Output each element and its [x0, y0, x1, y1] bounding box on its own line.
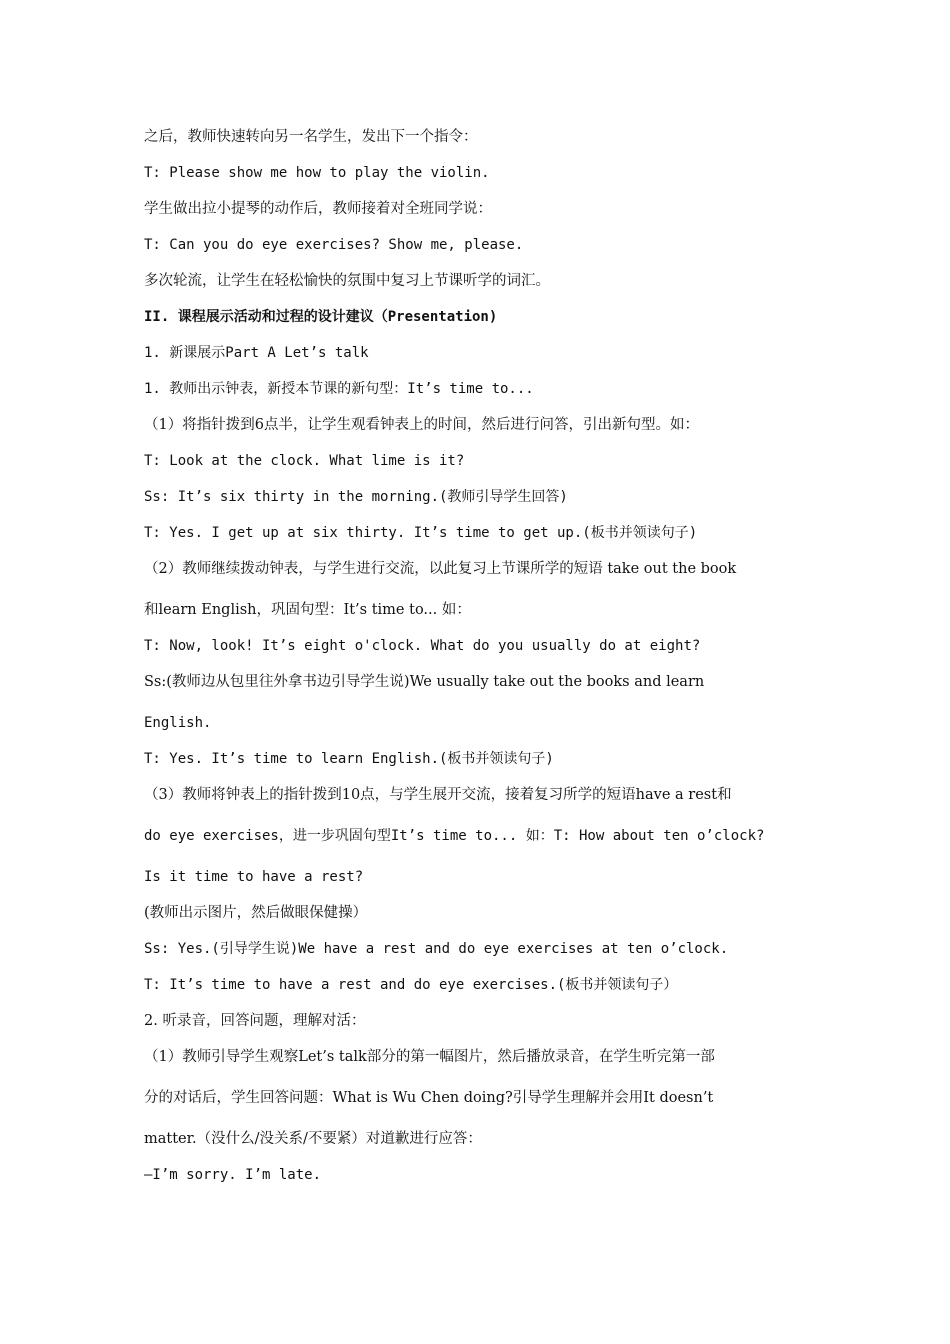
paragraph-line: T: Now, look! It’s eight o'clock. What do you usually do at eight?: [144, 638, 701, 654]
paragraph-line: 1. 新课展示Part A Let’s talk: [144, 345, 369, 361]
paragraph-line: （2）教师继续拨动钟表，与学生进行交流，以此复习上节课所学的短语 take out the book: [144, 561, 737, 577]
paragraph-line: T: Yes. It’s time to learn English.(板书并领读句子): [144, 751, 554, 767]
paragraph-line: Ss: It’s six thirty in the morning.(教师引导学生回答): [144, 489, 568, 505]
paragraph-line: （3）教师将钟表上的指针拨到10点，与学生展开交流，接着复习所学的短语have a rest和: [144, 787, 732, 803]
paragraph-line: English.: [144, 715, 212, 731]
paragraph-line: Is it time to have a rest?: [144, 869, 364, 885]
paragraph-line: do eye exercises，进一步巩固句型It’s time to... 如：T: How about ten o’clock?: [144, 828, 765, 844]
paragraph-line: （1）教师引导学生观察Let’s talk部分的第一幅图片，然后播放录音，在学生听完第一部: [144, 1049, 715, 1065]
paragraph-line: 2. 听录音，回答问题，理解对活：: [144, 1013, 366, 1029]
paragraph-line: 1. 教师出示钟表，新授本节课的新句型：It’s time to...: [144, 381, 534, 397]
paragraph-line: 之后，教师快速转向另一名学生，发出下一个指令：: [144, 129, 478, 145]
paragraph-line: T: Look at the clock. What lime is it?: [144, 453, 465, 469]
paragraph-line: 和learn English，巩固句型：It’s time to... 如：: [144, 602, 471, 618]
paragraph-line: T: Yes. I get up at six thirty. It’s time to get up.(板书并领读句子): [144, 525, 698, 541]
paragraph-line: 多次轮流，让学生在轻松愉快的氛围中复习上节课听学的词汇。: [144, 273, 550, 289]
paragraph-line: matter.（没什么/没关系/不要紧）对道歉进行应答：: [144, 1131, 482, 1147]
section-heading: II. 课程展示活动和过程的设计建议（Presentation): [144, 309, 498, 325]
paragraph-line: 分的对话后，学生回答问题：What is Wu Chen doing?引导学生理解并会用It doesn’t: [144, 1090, 714, 1106]
paragraph-line: （1）将指针拨到6点半，让学生观看钟表上的时间，然后进行问答，引出新句型。如：: [144, 417, 699, 433]
paragraph-line: Ss:(教师边从包里往外拿书边引导学生说)We usually take out the books and learn: [144, 674, 705, 690]
paragraph-line: Ss: Yes.(引导学生说)We have a rest and do eye exercises at ten o’clock.: [144, 941, 729, 957]
paragraph-line: 学生做出拉小提琴的动作后，教师接着对全班同学说：: [144, 201, 492, 217]
paragraph-line: (教师出示图片，然后做眼保健操）: [144, 905, 368, 921]
paragraph-line: —I’m sorry. I’m late.: [144, 1167, 322, 1183]
paragraph-line: T: Please show me how to play the violin.: [144, 165, 490, 181]
paragraph-line: T: Can you do eye exercises? Show me, please.: [144, 237, 524, 253]
paragraph-line: T: It’s time to have a rest and do eye exercises.(板书并领读句子）: [144, 977, 678, 993]
